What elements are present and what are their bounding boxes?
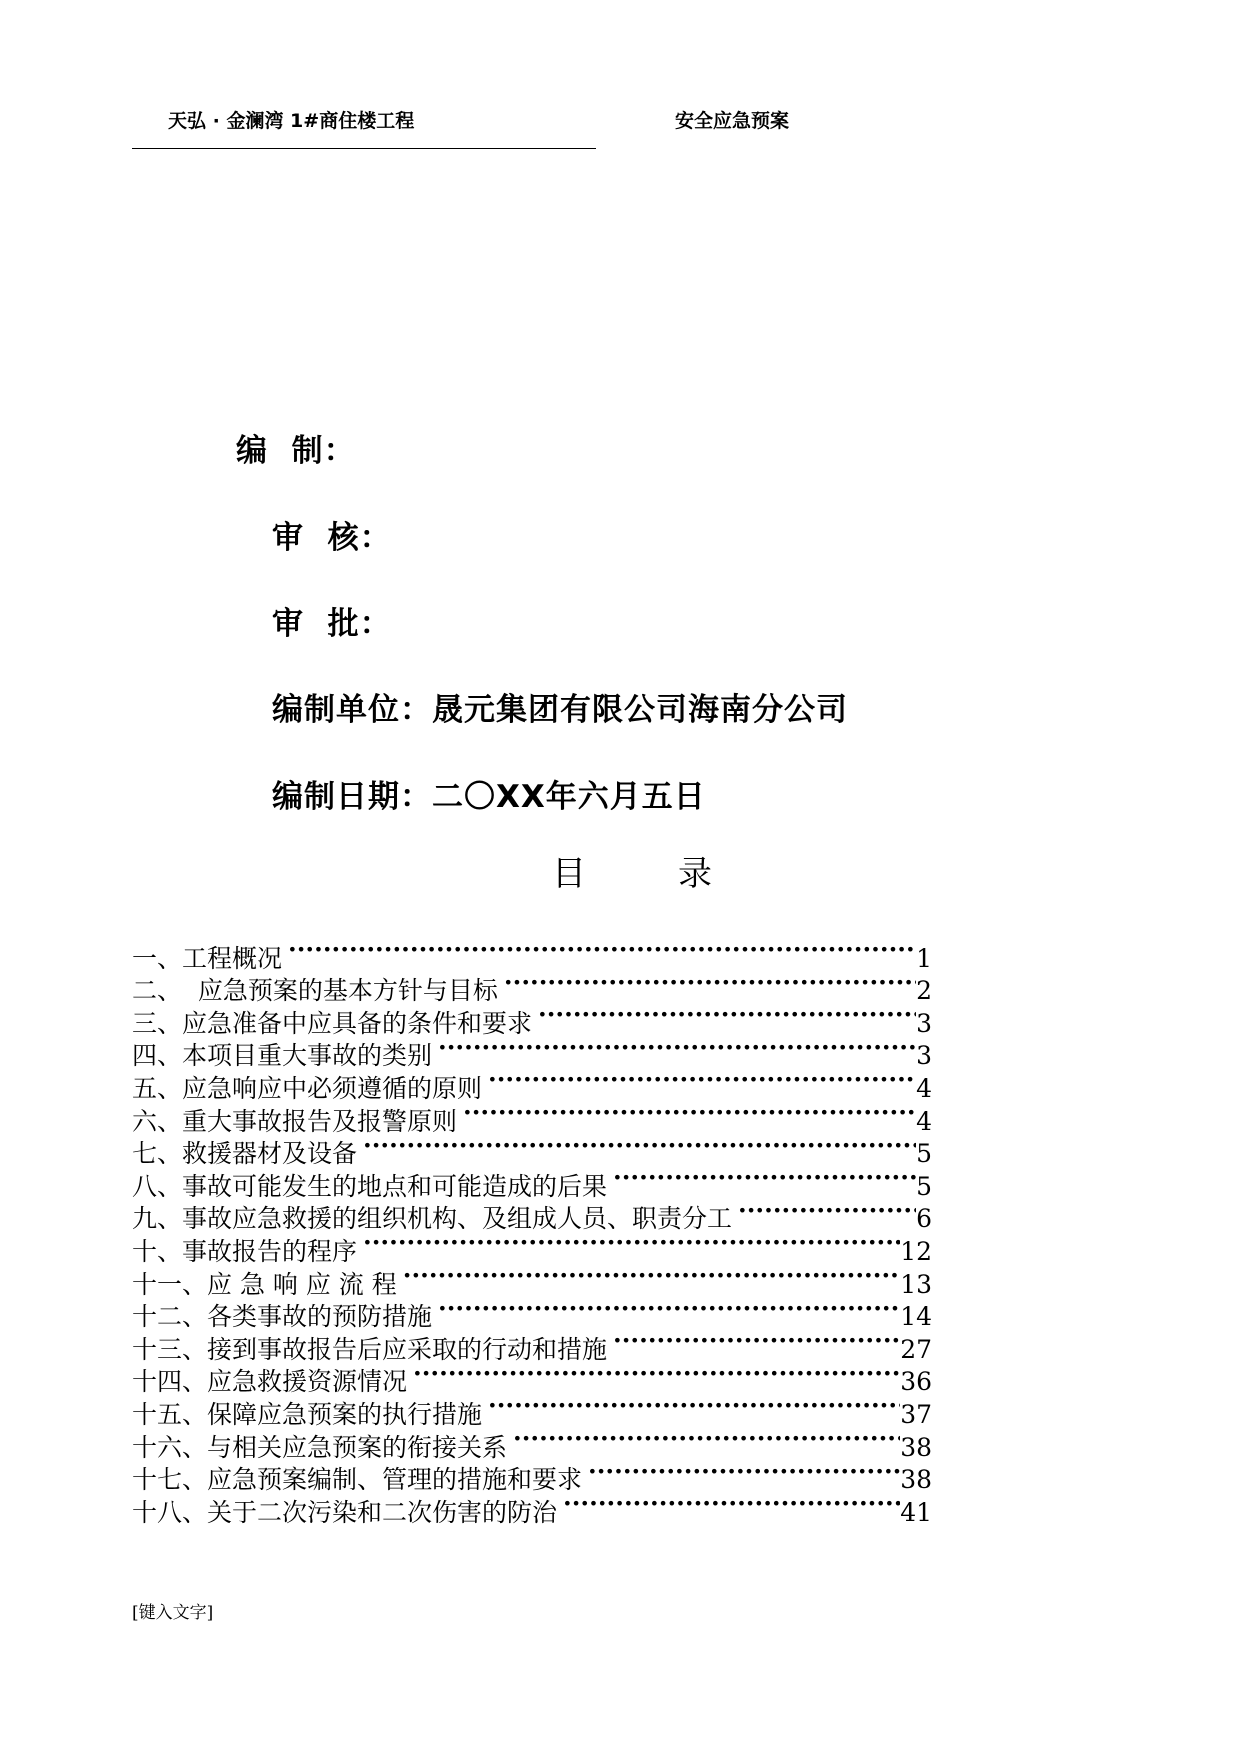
date-value: 二〇XX年六月五日: [432, 779, 706, 815]
compile-label: 编 制：: [236, 433, 356, 469]
toc-entry-page-number: 5: [916, 1139, 932, 1169]
toc-entry-title: 十、事故报告的程序: [132, 1236, 358, 1266]
toc-entry-title: 十五、保障应急预案的执行措施: [132, 1399, 483, 1429]
toc-entry-leader-dots: [538, 999, 916, 1032]
signoff-review: [272, 512, 392, 557]
footer-placeholder: [键入文字]: [132, 1603, 214, 1623]
header-project-title: 天弘 · 金澜湾 1#商住楼工程: [168, 110, 415, 132]
toc-entry-leader-dots: [613, 1325, 900, 1358]
toc-entry-page-number: 6: [916, 1204, 932, 1234]
toc-entry-leader-dots: [504, 967, 916, 1000]
toc-entry-title: 十二、各类事故的预防措施: [132, 1302, 433, 1332]
toc-entry-page-number: 4: [916, 1073, 932, 1103]
toc-entry-title: 十四、应急救援资源情况: [132, 1367, 408, 1397]
toc-entry-page-number: 13: [900, 1269, 932, 1299]
review-label: 审 核：: [272, 520, 392, 556]
toc-entry-title: 十八、关于二次污染和二次伤害的防治: [132, 1497, 558, 1527]
toc-entry-page-number: 38: [900, 1432, 932, 1462]
approve-label: 审 批：: [272, 606, 392, 642]
toc-entry-leader-dots: [413, 1358, 900, 1391]
toc-entry-page-number: 41: [900, 1497, 932, 1527]
toc-entry-leader-dots: [513, 1423, 900, 1456]
toc-entry-leader-dots: [438, 1293, 900, 1326]
toc-entry-title: 八、事故可能发生的地点和可能造成的后果: [132, 1171, 608, 1201]
toc-entry-page-number: 2: [916, 976, 932, 1006]
toc-entry-page-number: 37: [900, 1399, 932, 1429]
unit-label: 编制单位：: [272, 692, 432, 728]
toc-entry-title: 十六、与相关应急预案的衔接关系: [132, 1432, 508, 1462]
toc-entry-title: 十三、接到事故报告后应采取的行动和措施: [132, 1334, 608, 1364]
toc-entry-leader-dots: [463, 1097, 916, 1130]
signoff-unit: [272, 684, 848, 729]
toc-entry-title: 十一、应 急 响 应 流 程: [132, 1269, 397, 1299]
toc-entry-leader-dots: [613, 1162, 916, 1195]
toc-entry-title: 一、工程概况: [132, 943, 283, 973]
toc-entry-page-number: 3: [916, 1041, 932, 1071]
toc-entry-page-number: 1: [916, 943, 932, 973]
toc-entry-page-number: 5: [916, 1171, 932, 1201]
toc-entry-leader-dots: [363, 1130, 916, 1163]
toc-entry-title: 九、事故应急救援的组织机构、及组成人员、职责分工: [132, 1204, 733, 1234]
toc-entry-leader-dots: [363, 1227, 900, 1260]
toc-entry-leader-dots: [588, 1456, 900, 1489]
unit-value: 晟元集团有限公司海南分公司: [432, 692, 848, 728]
toc-entry-leader-dots: [403, 1260, 900, 1293]
toc-title: [552, 846, 712, 895]
signoff-date: [272, 771, 706, 816]
toc-entry-title: 七、救援器材及设备: [132, 1139, 358, 1169]
toc-entry-leader-dots: [438, 1032, 916, 1065]
toc-entry[interactable]: [132, 934, 932, 973]
header-document-type: 安全应急预案: [675, 110, 790, 132]
toc-entry-leader-dots: [563, 1488, 900, 1521]
toc-entry-page-number: 36: [900, 1367, 932, 1397]
toc-entry-leader-dots: [738, 1195, 916, 1228]
signoff-compile: [236, 425, 356, 470]
toc-entry-page-number: 4: [916, 1106, 932, 1136]
toc-entry-title: 六、重大事故报告及报警原则: [132, 1106, 458, 1136]
toc-entry-page-number: 14: [900, 1302, 932, 1332]
table-of-contents: [132, 934, 932, 1527]
toc-entry-leader-dots: [488, 1390, 900, 1423]
toc-entry-page-number: 27: [900, 1334, 932, 1364]
toc-entry-leader-dots: [488, 1064, 916, 1097]
toc-entry-page-number: 38: [900, 1465, 932, 1495]
toc-entry-page-number: 3: [916, 1008, 932, 1038]
toc-entry-title: 三、应急准备中应具备的条件和要求: [132, 1008, 533, 1038]
toc-entry-title: 二、 应急预案的基本方针与目标: [132, 976, 498, 1006]
toc-entry-title: 五、应急响应中必须遵循的原则: [132, 1073, 483, 1103]
toc-entry-title: 四、本项目重大事故的类别: [132, 1041, 433, 1071]
signoff-approve: [272, 598, 392, 643]
toc-title-right: 录: [678, 854, 712, 894]
toc-entry-page-number: 12: [900, 1236, 932, 1266]
date-label: 编制日期：: [272, 779, 432, 815]
toc-entry-leader-dots: [288, 934, 916, 967]
header-rule: [132, 148, 596, 149]
toc-entry-title: 十七、应急预案编制、管理的措施和要求: [132, 1465, 583, 1495]
toc-title-left: 目: [552, 854, 586, 894]
